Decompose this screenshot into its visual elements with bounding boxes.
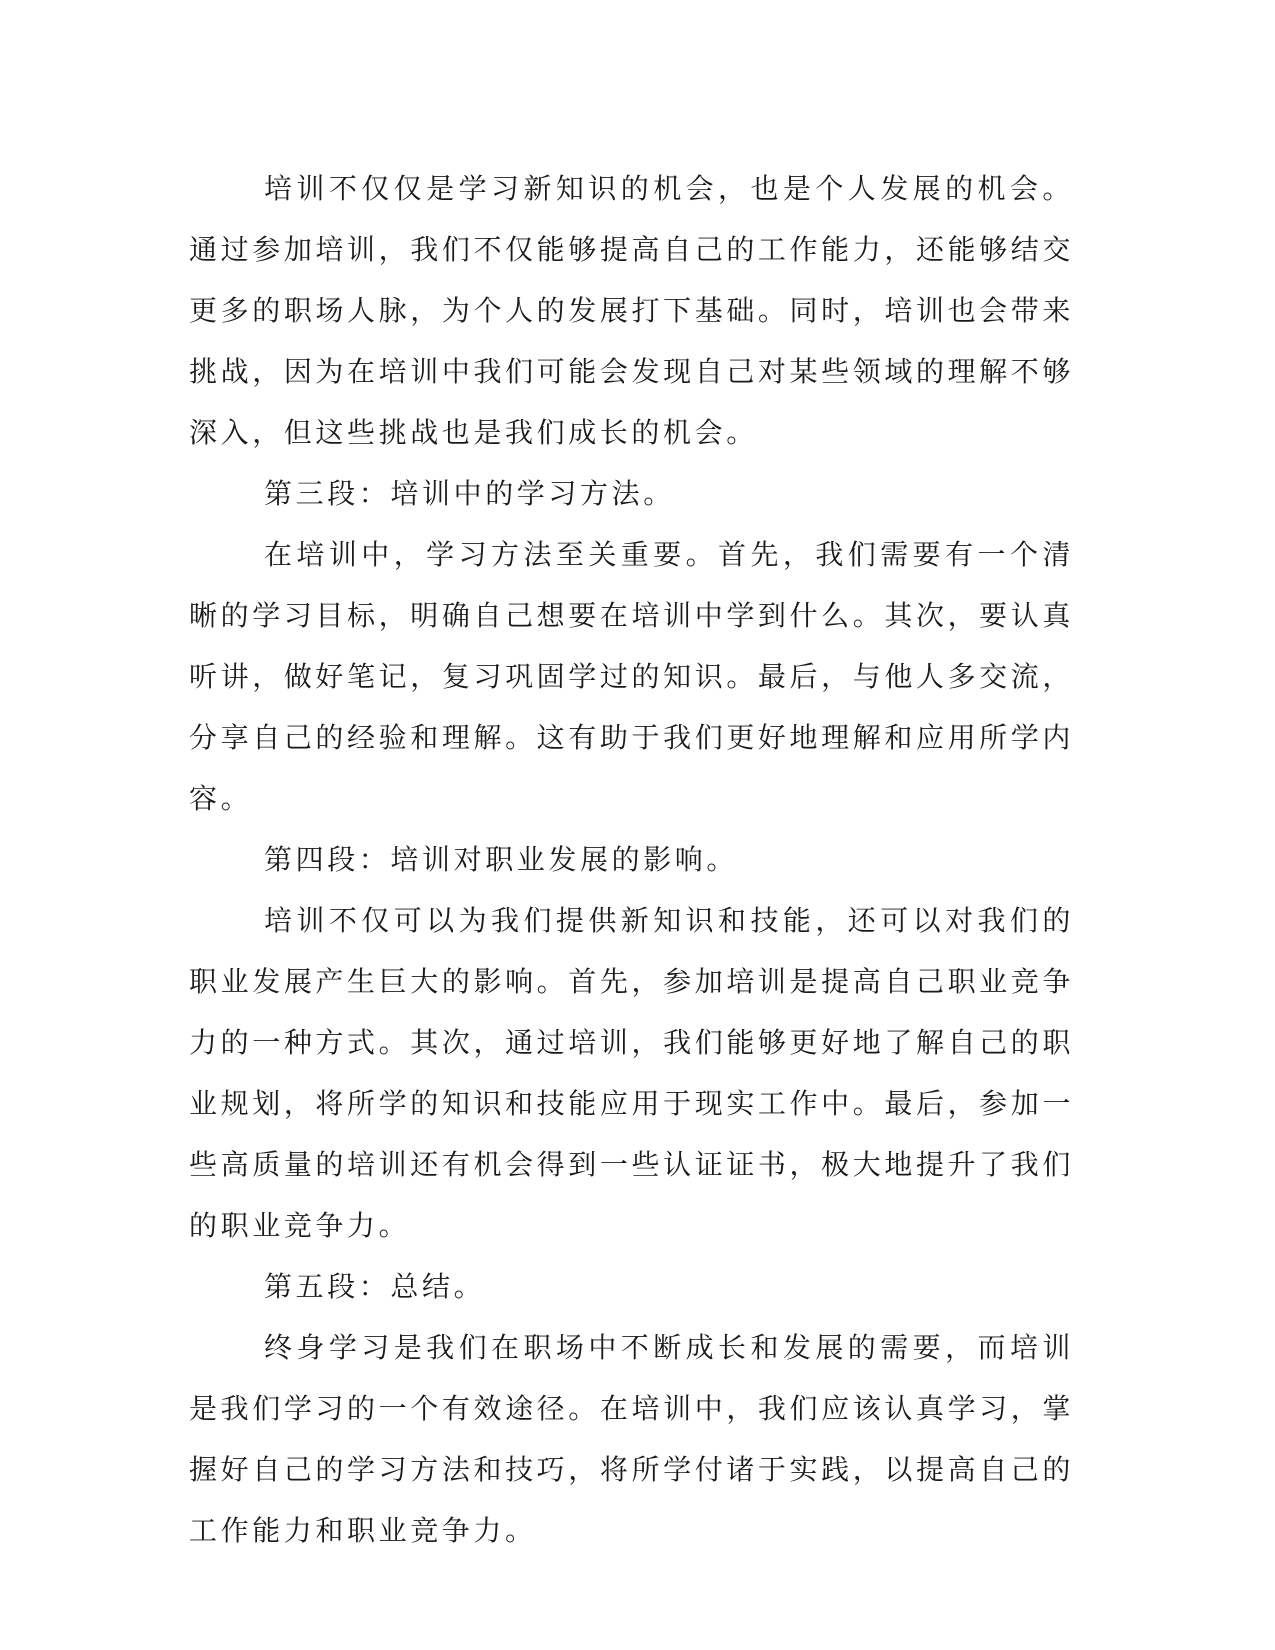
paragraph-career-impact: 培训不仅可以为我们提供新知识和技能，还可以对我们的职业发展产生巨大的影响。首先，参加培训是提高自己职业竞争力的一种方式。其次，通过培训，我们能够更好地了解自己的职业规划，将所学的知识和技能应用于现实工作中。最后，参加一些高质量的培训还有机会得到一些认证证书，极大地提升了我们的职业竞争力。: [189, 904, 1074, 1242]
paragraph-training-opportunity: 培训不仅仅是学习新知识的机会，也是个人发展的机会。通过参加培训，我们不仅能够提高自己的工作能力，还能够结交更多的职场人脉，为个人的发展打下基础。同时，培训也会带来挑战，因为在培训中我们可能会发现自己对某些领域的理解不够深入，但这些挑战也是我们成长的机会。: [189, 172, 1074, 449]
paragraph-learning-methods: 在培训中，学习方法至关重要。首先，我们需要有一个清晰的学习目标，明确自己想要在培训中学到什么。其次，要认真听讲，做好笔记，复习巩固学过的知识。最后，与他人多交流，分享自己的经验和理解。这有助于我们更好地理解和应用所学内容。: [189, 538, 1074, 815]
section-heading-4: 第四段：培训对职业发展的影响。: [264, 843, 739, 876]
section-heading-3: 第三段：培训中的学习方法。: [264, 477, 675, 510]
paragraph-summary: 终身学习是我们在职场中不断成长和发展的需要，而培训是我们学习的一个有效途径。在培训中，我们应该认真学习，掌握好自己的学习方法和技巧，将所学付诸于实践，以提高自己的工作能力和职业竞争力。: [189, 1331, 1074, 1547]
document-body: [189, 158, 1074, 1561]
section-heading-5: 第五段：总结。: [264, 1270, 486, 1303]
